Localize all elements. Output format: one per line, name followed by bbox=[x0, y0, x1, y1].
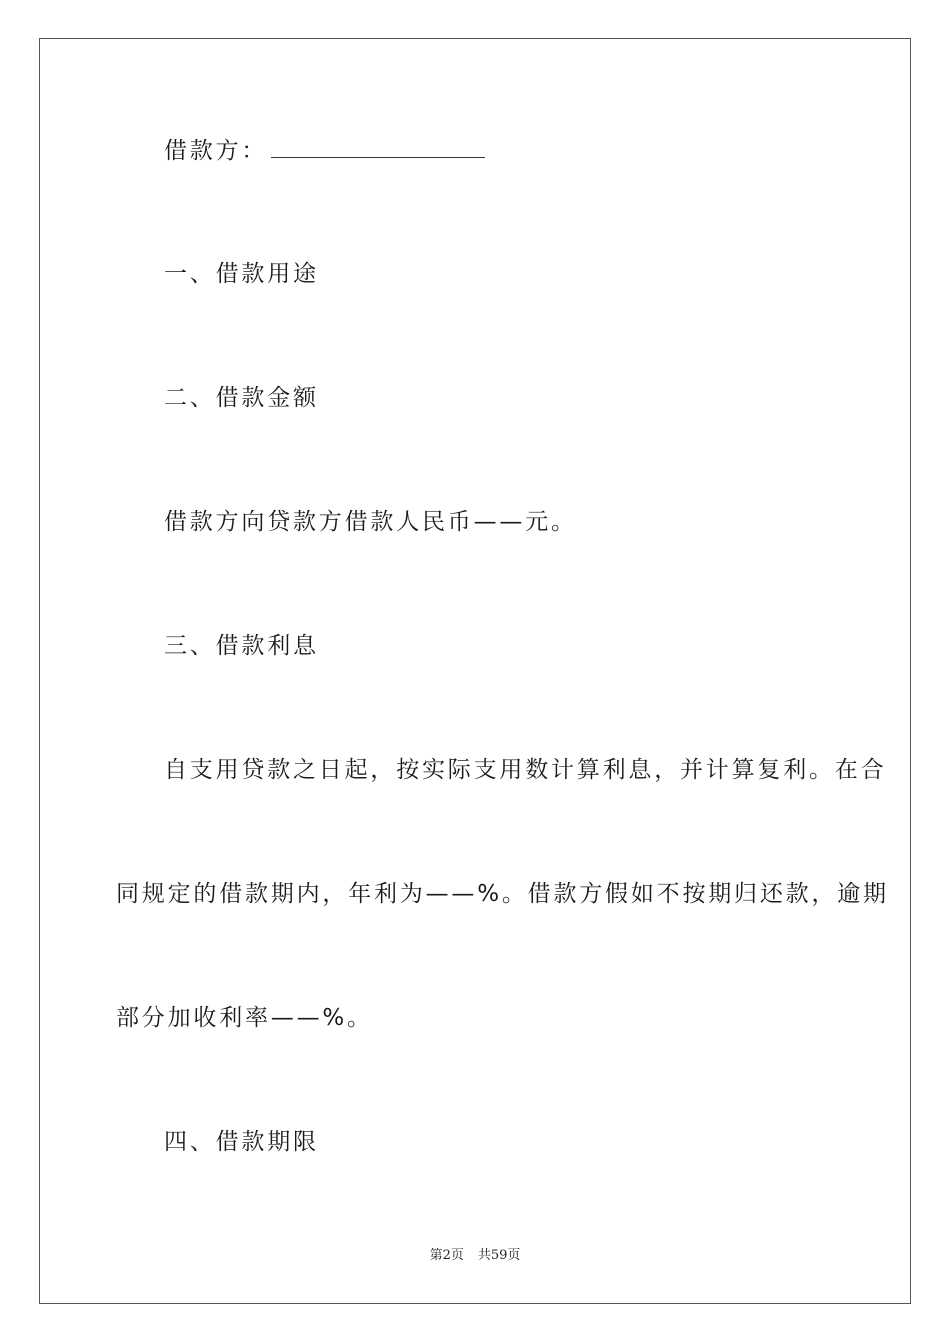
section-heading-interest: 三、借款利息 bbox=[164, 633, 319, 659]
borrower-line bbox=[164, 137, 884, 165]
page-footer bbox=[0, 1247, 950, 1265]
page-border bbox=[39, 38, 911, 1304]
amount-paragraph: 借款方向贷款方借款人民币——元。 bbox=[164, 509, 577, 535]
interest-paragraph-line-2: 同规定的借款期内，年利为——%。借款方假如不按期归还款，逾期 bbox=[116, 881, 889, 907]
section-heading-amount: 二、借款金额 bbox=[164, 385, 319, 411]
borrower-blank bbox=[271, 137, 485, 158]
borrower-label: 借款方： bbox=[164, 138, 268, 164]
total-pages: 共59页 bbox=[477, 1248, 521, 1263]
page-number: 第2页 bbox=[429, 1248, 464, 1263]
interest-paragraph-line-3: 部分加收利率——%。 bbox=[116, 1005, 373, 1031]
section-heading-purpose: 一、借款用途 bbox=[164, 261, 319, 287]
section-heading-term: 四、借款期限 bbox=[164, 1129, 319, 1155]
interest-paragraph-line-1: 自支用贷款之日起，按实际支用数计算利息，并计算复利。在合 bbox=[164, 757, 887, 783]
